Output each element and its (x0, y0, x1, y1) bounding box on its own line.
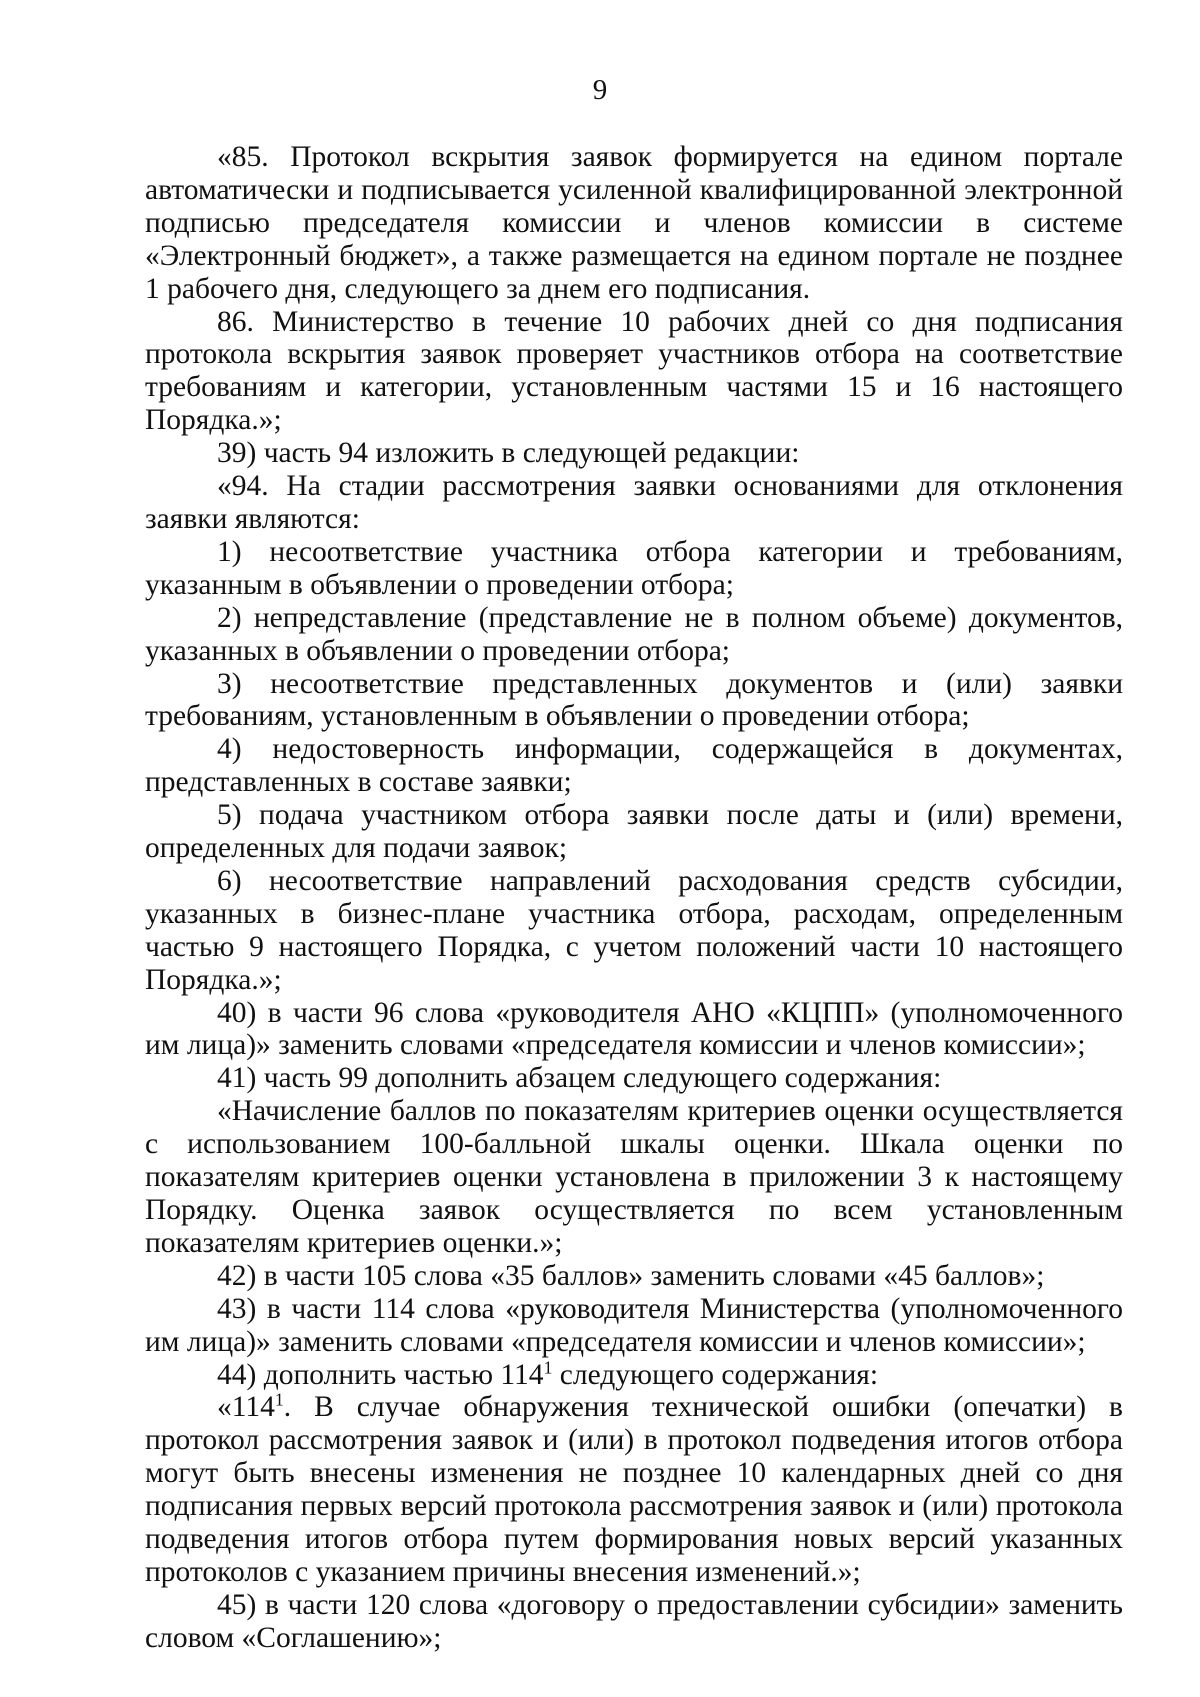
superscript: 1 (543, 1356, 553, 1377)
list-item-5: 5) подача участником отбора заявки после даты и (или) времени, определенных для подачи заявок; (145, 799, 1123, 865)
amendment-42: 42) в части 105 слова «35 баллов» заменить словами «45 баллов»; (217, 1259, 1045, 1292)
paragraph-114-1-text-end: . В случае обнаружения технической ошибки (опечатки) в протокол рассмотрения заявок и (или) в протокол подведения итогов отбора могут быть внесены изменения не позднее 10 календарных дней со дня подписания первых версий протокола рассмотрения заявок и (или) протокола подведения итогов отбора путем формирования новых версий указанных протоколов с указанием причины внесения изменений.»; (145, 1391, 1123, 1588)
amendment-44 (145, 1356, 1123, 1392)
list-item-6: 6) несоответствие направлений расходования средств субсидии, указанных в бизнес-плане участника отбора, расходам, определенным частью 9 настоящего Порядка, с учетом положений части 10 настоящего Порядка.»; (145, 864, 1123, 996)
document-body (145, 141, 1123, 1655)
amendment-45: 45) в части 120 слова «договору о предоставлении субсидии» заменить словом «Соглашению»; (145, 1588, 1123, 1654)
paragraph-114-1 (145, 1391, 1123, 1588)
amendment-39: 39) часть 94 изложить в следующей редакции: (217, 437, 800, 470)
paragraph-85: «85. Протокол вскрытия заявок формируется на едином портале автоматически и подписывается усиленной квалифицированной электронной подписью председателя комиссии и членов комиссии в системе «Электронный бюджет», а также размещается на едином портале не позднее 1 рабочего дня, следующего за днем его подписания. (145, 141, 1123, 305)
amendment-43: 43) в части 114 слова «руководителя Министерства (уполномоченного им лица)» заменить словами «председателя комиссии и членов комиссии»; (145, 1292, 1123, 1358)
list-item-2: 2) непредставление (представление не в полном объеме) документов, указанных в объявлении о проведении отбора; (145, 601, 1123, 667)
paragraph-86: 86. Министерство в течение 10 рабочих дней со дня подписания протокола вскрытия заявок проверяет участников отбора на соответствие требованиям и категории, установленным частями 15 и 16 настоящего Порядка.»; (145, 305, 1123, 437)
amendment-44-text-start: 44) дополнить частью 114 (217, 1358, 544, 1391)
paragraph-94: «94. На стадии рассмотрения заявки основаниями для отклонения заявки являются: (145, 470, 1123, 535)
paragraph-scoring: «Начисление баллов по показателям критериев оценки осуществляется с использованием 100-балльной шкалы оценки. Шкала оценки по показателям критериев оценки установлена в приложении 3 к настоящему Порядку. Оценка заявок осуществляется по всем установленным показателям критериев оценки.»; (145, 1095, 1123, 1259)
amendment-41: 41) часть 99 дополнить абзацем следующего содержания: (217, 1062, 942, 1095)
page-number: 9 (592, 74, 608, 106)
superscript: 1 (274, 1389, 284, 1410)
list-item-1: 1) несоответствие участника отбора категории и требованиям, указанным в объявлении о проведении отбора; (145, 535, 1123, 601)
list-item-4: 4) недостоверность информации, содержащейся в документах, представленных в составе заявки; (145, 733, 1123, 799)
amendment-44-text-end: следующего содержания: (552, 1358, 879, 1391)
paragraph-114-1-text-start: «114 (217, 1391, 275, 1424)
amendment-40: 40) в части 96 слова «руководителя АНО «КЦПП» (уполномоченного им лица)» заменить словами «председателя комиссии и членов комиссии»; (145, 996, 1123, 1062)
list-item-3: 3) несоответствие представленных документов и (или) заявки требованиям, установленным в объявлении о проведении отбора; (145, 667, 1123, 733)
